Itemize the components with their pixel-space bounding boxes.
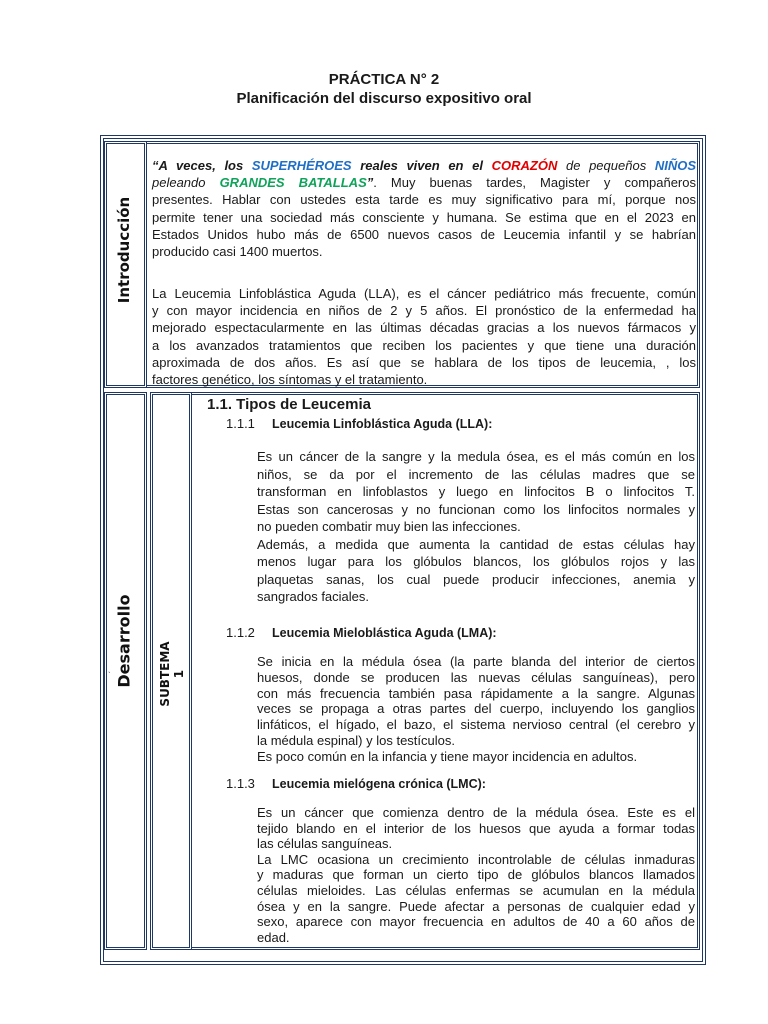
text-line: plaquetas sanas, los cual puede producir infecciones, anemia y bbox=[257, 571, 695, 587]
text-line: factores genético, los síntomas y el tratamiento. bbox=[152, 372, 428, 388]
text-line: sangrados faciales. bbox=[257, 589, 370, 604]
text-line: Es poco común en la infancia y tiene mayor incidencia en adultos. bbox=[257, 748, 638, 764]
text-line: edad. bbox=[257, 929, 290, 945]
subtema-section-label bbox=[158, 641, 186, 706]
text-line: la médula espinal) y los testículos. bbox=[257, 732, 455, 748]
text-line: Se inicia en la médula ósea (la parte blanda del interior de ciertos bbox=[257, 654, 695, 669]
text-line: con más frecuencia también pasa rápidamente a la sangre. Algunas bbox=[257, 685, 695, 701]
text-line: las células sanguíneas. bbox=[257, 836, 393, 852]
text-line: Es un cáncer que comienza dentro de la médula ósea. Este es el bbox=[257, 805, 695, 820]
text-line: permite tener una sociedad más consciente y humana. Se estima que en el 2023 en bbox=[152, 209, 696, 225]
intro-quote-line-1: “A veces, los SUPERHÉROES reales viven en el CORAZÓN de pequeños NIÑOS bbox=[152, 158, 697, 173]
text-line: células mieloides. Las células enfermas se acumulan en la médula bbox=[257, 882, 695, 898]
subheading-number: 1.1.2 bbox=[226, 625, 255, 640]
page-subtitle: Planificación del discurso expositivo oral bbox=[236, 90, 532, 107]
subheading-title: Leucemia mielógena crónica (LMC): bbox=[272, 777, 486, 791]
text-line: presentes. Hablar con ustedes esta tarde es muy significativo para mí, porque nos bbox=[152, 192, 696, 208]
subtema-label-number: 1 bbox=[172, 669, 186, 679]
text-line: a los avanzados tratamientos que reciben los pacientes y que tiene una duración bbox=[152, 337, 696, 353]
lla-paragraph bbox=[257, 448, 695, 606]
text-line: no pueden combatir muy bien las infecciones. bbox=[257, 519, 521, 534]
text-line: Estas son cancerosas y no funcionan como los linfocitos normales y bbox=[257, 501, 695, 517]
page-title: PRÁCTICA N° 2 bbox=[328, 71, 440, 88]
text-line: La Leucemia Linfoblástica Aguda (LLA), es el cáncer pediátrico más frecuente, común bbox=[152, 286, 696, 301]
text-line: linfáticos, el hígado, el bazo, el sistema nervioso central (el cerebro y bbox=[257, 717, 695, 733]
text-line: Estados Unidos hubo más de 6500 nuevos casos de Leucemia infantil y se habrían bbox=[152, 226, 696, 242]
text-line: sexo, aparece con mayor frecuencia en adultos de 40 a 60 años de bbox=[257, 914, 695, 930]
text-line: transforman en linfoblastos y luego en linfocitos B o linfocitos T. bbox=[257, 484, 695, 499]
text-line: Es un cáncer de la sangre y la medula ósea, es el más común en los bbox=[257, 449, 695, 464]
lmc-paragraph bbox=[257, 805, 695, 945]
intro-paragraph-1 bbox=[152, 157, 696, 260]
intro-paragraph-2 bbox=[152, 285, 696, 388]
text-line: ósea y en la sangre. Puede afectar a personas de cualquier edad y bbox=[257, 898, 695, 914]
text-line: tejido blando en el interior de los huesos que ayuda a formar todas bbox=[257, 820, 695, 836]
text-line: veces se propaga a otras partes del cuerpo, incluyendo los ganglios bbox=[257, 701, 695, 717]
subheading-title: Leucemia Mieloblástica Aguda (LMA): bbox=[272, 626, 497, 640]
subheading-number: 1.1.1 bbox=[226, 416, 255, 431]
text-line: huesos, donde se producen las nuevas células sanguíneas), pero bbox=[257, 669, 695, 685]
desarrollo-section-label: Desarrollo bbox=[114, 594, 134, 688]
text-line: aproximada de dos años. Es así que se hablara de los tipos de leucemia, , los bbox=[152, 354, 696, 370]
stray-mark: ` bbox=[108, 671, 111, 680]
text-line: menos lugar para los glóbulos blancos, los glóbulos rojos y las bbox=[257, 554, 695, 569]
section-heading: 1.1. Tipos de Leucemia bbox=[207, 396, 371, 413]
subtema-label-word: SUBTEMA bbox=[158, 641, 172, 707]
text-line: Además, a medida que aumenta la cantidad de estas células hay bbox=[257, 536, 695, 552]
intro-quote-line-2: peleando GRANDES BATALLAS”. Muy buenas tardes, Magister y compañeros bbox=[152, 175, 696, 191]
intro-section-label: Introducción bbox=[115, 196, 133, 304]
subheading-lma bbox=[226, 625, 497, 640]
text-line: mejorado espectacularmente en las últimas décadas gracias a los nuevos fármacos y bbox=[152, 320, 696, 336]
text-line: y con mayor incidencia en niños de 2 y 5 años. El pronóstico de la enfermedad ha bbox=[152, 303, 696, 319]
lma-paragraph bbox=[257, 654, 695, 765]
subheading-lmc bbox=[226, 776, 486, 791]
subheading-lla bbox=[226, 416, 492, 431]
text-line: y maduras que forman un cierto tipo de glóbulos blancos llamados bbox=[257, 867, 695, 883]
subheading-number: 1.1.3 bbox=[226, 776, 255, 791]
text-line: producido casi 1400 muertos. bbox=[152, 244, 323, 260]
text-line: La LMC ocasiona un crecimiento incontrolable de células inmaduras bbox=[257, 851, 695, 867]
subheading-title: Leucemia Linfoblástica Aguda (LLA): bbox=[272, 417, 493, 431]
text-line: niños, se da por el incremento de las células madres que se bbox=[257, 466, 695, 482]
